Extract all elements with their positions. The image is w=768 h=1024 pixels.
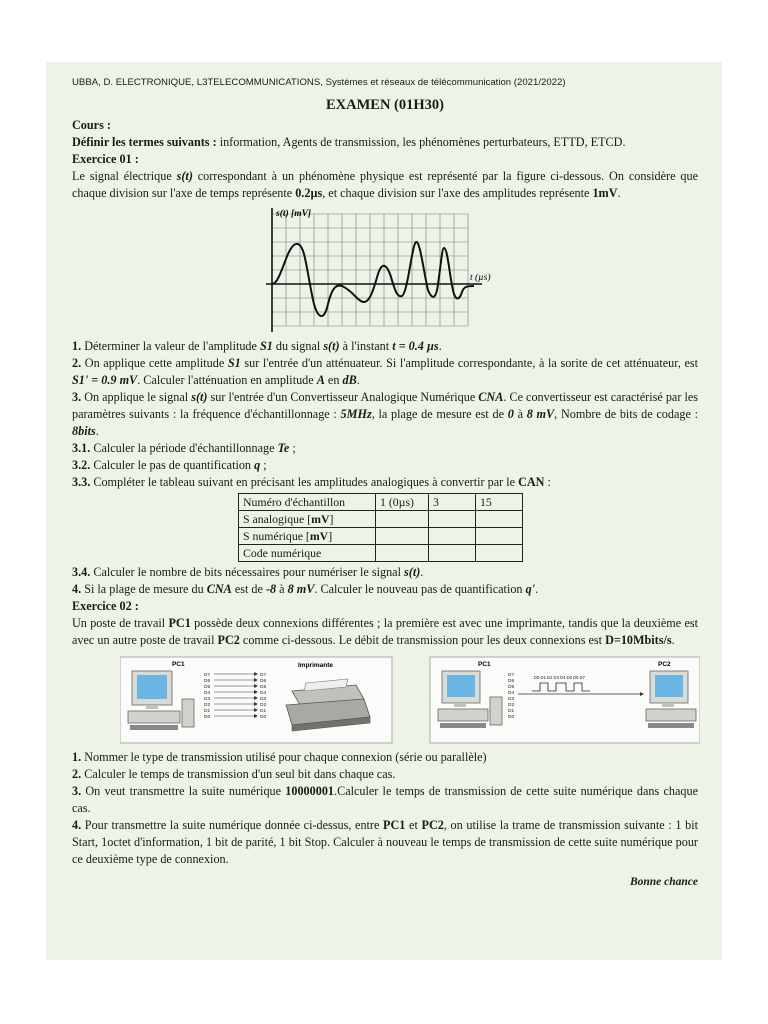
text: : (544, 475, 551, 489)
text: . Ce convertisseur est caractérisé par les paramètres suivants : la fréquence d'échantillonnage : (72, 390, 698, 421)
question-number: 3.3. (72, 475, 91, 489)
question-number: 4. (72, 818, 82, 832)
text: est de (231, 582, 266, 596)
symbol: -8 (265, 582, 277, 596)
symbol: 8 mV (287, 582, 315, 596)
text: Calculer la période d'échantillonnage (90, 441, 278, 455)
text: possède deux connexions différentes ; la première est avec une imprimante, tandis que la deuxième est avec un autre poste de travail (72, 616, 698, 647)
signal-graph-svg (252, 204, 502, 336)
symbol: CNA (206, 582, 232, 596)
table-cell (476, 511, 523, 528)
text: , la plage de mesure est de (371, 407, 508, 421)
question-number: 2. (72, 356, 82, 370)
closing-note: Bonne chance (629, 876, 698, 888)
bit-label: D1 (508, 709, 515, 714)
bit-label: D0 (508, 715, 515, 720)
cours-heading: Cours : (72, 118, 111, 132)
exercise-2-heading: Exercice 02 : (72, 599, 139, 613)
symbol: CNA (478, 390, 504, 404)
exam-title: EXAMEN (01H30) (325, 97, 444, 113)
symbol: Te (277, 441, 290, 455)
ex1-question-3-4 (72, 564, 698, 581)
bit-label: D5 (260, 685, 267, 690)
bit-label: D6 (204, 679, 211, 684)
bit-label: D3 (508, 697, 515, 702)
symbol: PC2 (217, 633, 240, 647)
table-cell (376, 528, 429, 545)
ex1-question-3-2 (72, 457, 698, 474)
bit-label: D4 (508, 691, 515, 696)
symbol: A (316, 373, 325, 387)
text: Déterminer la valeur de l'amplitude (81, 339, 260, 353)
ex1-question-3-1 (72, 440, 698, 457)
text: ] (329, 512, 334, 526)
question-number: 3. (72, 784, 82, 798)
ex1-question-1 (72, 338, 698, 355)
symbol: 8 mV (526, 407, 555, 421)
ex1-question-3 (72, 389, 698, 440)
text: sur l'entrée d'un Convertisseur Analogique Numérique (207, 390, 479, 404)
bit-label: D4 (204, 691, 211, 696)
question-number: 3.1. (72, 441, 91, 455)
text: . (95, 424, 99, 438)
symbol: CAN (518, 475, 545, 489)
exercise-1-heading: Exercice 01 : (72, 152, 139, 166)
text: On veut transmettre la suite numérique (81, 784, 286, 798)
connection-diagrams-svg (120, 655, 700, 745)
exercise-2-intro (72, 615, 698, 649)
table-cell (376, 545, 429, 562)
symbol: S1' = 0.9 mV (72, 373, 138, 387)
table-row-label (239, 528, 376, 545)
table-header-cell: Numéro d'échantillon (239, 494, 376, 511)
cours-prompt: Définir les termes suivants : (72, 135, 217, 149)
graph-ylabel: s(t) [mV] (276, 209, 312, 219)
table-row-label (239, 511, 376, 528)
text: ] (328, 529, 333, 543)
bit-label: D3 (204, 697, 211, 702)
text: S numérique [ (243, 529, 310, 543)
question-number: 3.4. (72, 565, 91, 579)
text: du signal (272, 339, 324, 353)
ex2-question-4 (72, 817, 698, 868)
bit-label: D5 (204, 685, 211, 690)
time-division: 0.2µs (295, 186, 323, 200)
unit: mV (309, 529, 329, 543)
bit-label: D2 (508, 703, 515, 708)
question-number: 1. (72, 750, 82, 764)
text: à (276, 582, 288, 596)
symbol: D=10Mbits/s (605, 633, 672, 647)
text: sur l'entrée d'un atténuateur. Si l'amplitude correspondante, à la sorite de cet atténuateur, est (240, 356, 698, 370)
question-number: 4. (72, 582, 82, 596)
text: . (356, 373, 360, 387)
symbol: PC1 (383, 818, 406, 832)
symbol: PC2 (421, 818, 444, 832)
text: . (617, 186, 621, 200)
ex1-question-3-3 (72, 474, 698, 491)
symbol: s(t) (404, 565, 421, 579)
table-header-row (239, 494, 523, 511)
bit-label: D1 (204, 709, 211, 714)
left-pc-label: PC1 (172, 661, 185, 668)
bit-label: D0 (260, 715, 267, 720)
text: ; (289, 441, 296, 455)
signal-graph (72, 204, 698, 338)
text: . (671, 633, 675, 647)
symbol: 10000001 (285, 784, 335, 798)
text: comme ci-dessous. Le débit de transmission pour les deux connexions est (239, 633, 606, 647)
symbol: PC1 (168, 616, 191, 630)
text: , et chaque division sur l'axe des amplitudes représente (322, 186, 593, 200)
text: . (420, 565, 424, 579)
symbol: 8bits (72, 424, 96, 438)
table-cell (476, 528, 523, 545)
symbol: q (254, 458, 261, 472)
bit-label: D3 (260, 697, 267, 702)
bit-label: D5 (508, 685, 515, 690)
bit-label: D7 (204, 673, 211, 678)
table-row (239, 528, 523, 545)
serial-pc2-label: PC2 (658, 661, 671, 668)
question-number: 1. (72, 339, 82, 353)
text: Pour transmettre la suite numérique donnée ci-dessus, entre (81, 818, 384, 832)
text: à (513, 407, 527, 421)
printer-label: Imprimante (298, 662, 334, 669)
bit-label: D0 (204, 715, 211, 720)
text: . (535, 582, 539, 596)
table-row (239, 511, 523, 528)
symbol: S1 (259, 339, 273, 353)
signal-symbol: s(t) (176, 169, 193, 183)
text: S analogique [ (243, 512, 312, 526)
symbol: s(t) (323, 339, 340, 353)
ex2-question-2 (72, 766, 698, 783)
question-number: 2. (72, 767, 82, 781)
serial-pc1-label: PC1 (478, 661, 491, 668)
symbol: 0 (507, 407, 514, 421)
text: à l'instant (339, 339, 393, 353)
bit-label: D2 (260, 703, 267, 708)
graph-grid (272, 214, 468, 326)
text: Nommer le type de transmission utilisé pour chaque connexion (série ou parallèle) (81, 750, 487, 764)
graph-xlabel: t (µs) (470, 273, 491, 283)
cours-definitions (72, 134, 698, 151)
table-cell (376, 511, 429, 528)
symbol: S1 (227, 356, 241, 370)
table-cell (476, 545, 523, 562)
text: , on utilise la trame de transmission suivante : 1 bit Start, 1octet d'information, 1 bit de parité, 1 bit Stop. Calculer à nouveau le temps de transmission de cette suite numérique pour ce deuxième type de connexion. (72, 818, 698, 866)
text: correspondant à un phénomène physique est représenté par la figure ci-dessous. On considère que chaque division sur l'axe de temps représente (72, 169, 698, 200)
bit-label: D7 (260, 673, 267, 678)
text: ; (260, 458, 267, 472)
table-row-label: Code numérique (239, 545, 376, 562)
text: Calculer le nombre de bits nécessaires pour numériser le signal (90, 565, 405, 579)
symbol: 5MHz (340, 407, 372, 421)
symbol: q' (525, 582, 536, 596)
table-header-cell: 1 (0µs) (376, 494, 429, 511)
text: en (324, 373, 343, 387)
cours-terms: information, Agents de transmission, les phénomènes perturbateurs, ETTD, ETCD. (216, 135, 626, 149)
bit-label: D6 (508, 679, 515, 684)
text: Calculer le temps de transmission d'un seul bit dans chaque cas. (81, 767, 396, 781)
bit-label: D6 (260, 679, 267, 684)
table-header-cell: 3 (429, 494, 476, 511)
text: Un poste de travail (72, 616, 169, 630)
text: Compléter le tableau suivant en précisant les amplitudes analogiques à convertir par le (90, 475, 519, 489)
text: On applique le signal (81, 390, 192, 404)
course-header: UBBA, D. ELECTRONIQUE, L3TELECOMMUNICATIONS, Systèmes et réseaux de télécommunication (2021/2022) (72, 77, 566, 88)
text: Si la plage de mesure du (81, 582, 207, 596)
question-number: 3. (72, 390, 82, 404)
table-cell (429, 511, 476, 528)
bit-label: D7 (508, 673, 515, 678)
bit-label: D4 (260, 691, 267, 696)
connection-diagrams (72, 655, 698, 747)
exercise-1-intro (72, 168, 698, 202)
text: et (405, 818, 422, 832)
bit-label: D2 (204, 703, 211, 708)
amplitude-division: 1mV (592, 186, 618, 200)
text: Calculer le pas de quantification (90, 458, 255, 472)
exam-page (46, 62, 722, 960)
table-cell (429, 528, 476, 545)
ex2-question-1 (72, 749, 698, 766)
text: On applique cette amplitude (81, 356, 228, 370)
symbol: dB (342, 373, 357, 387)
text: Le signal électrique (72, 169, 177, 183)
unit: mV (311, 512, 330, 526)
table-cell (429, 545, 476, 562)
text: .Calculer le temps de transmission de cette suite numérique dans chaque cas. (72, 784, 698, 815)
serial-bit-order: D0 D1 D2 D3 D4 D5 D6 D7 (534, 675, 585, 680)
symbol: s(t) (191, 390, 208, 404)
text: . Calculer le nouveau pas de quantification (314, 582, 526, 596)
symbol: t = 0.4 µs (392, 339, 439, 353)
table-row (239, 545, 523, 562)
question-number: 3.2. (72, 458, 91, 472)
conversion-table (238, 493, 523, 562)
text: . Calculer l'atténuation en amplitude (137, 373, 317, 387)
table-header-cell: 15 (476, 494, 523, 511)
ex1-question-4 (72, 581, 698, 598)
text: . (438, 339, 442, 353)
ex1-question-2 (72, 355, 698, 389)
bit-label: D1 (260, 709, 267, 714)
ex2-question-3 (72, 783, 698, 817)
signal-curve (272, 242, 474, 316)
text: , Nombre de bits de codage : (554, 407, 699, 421)
